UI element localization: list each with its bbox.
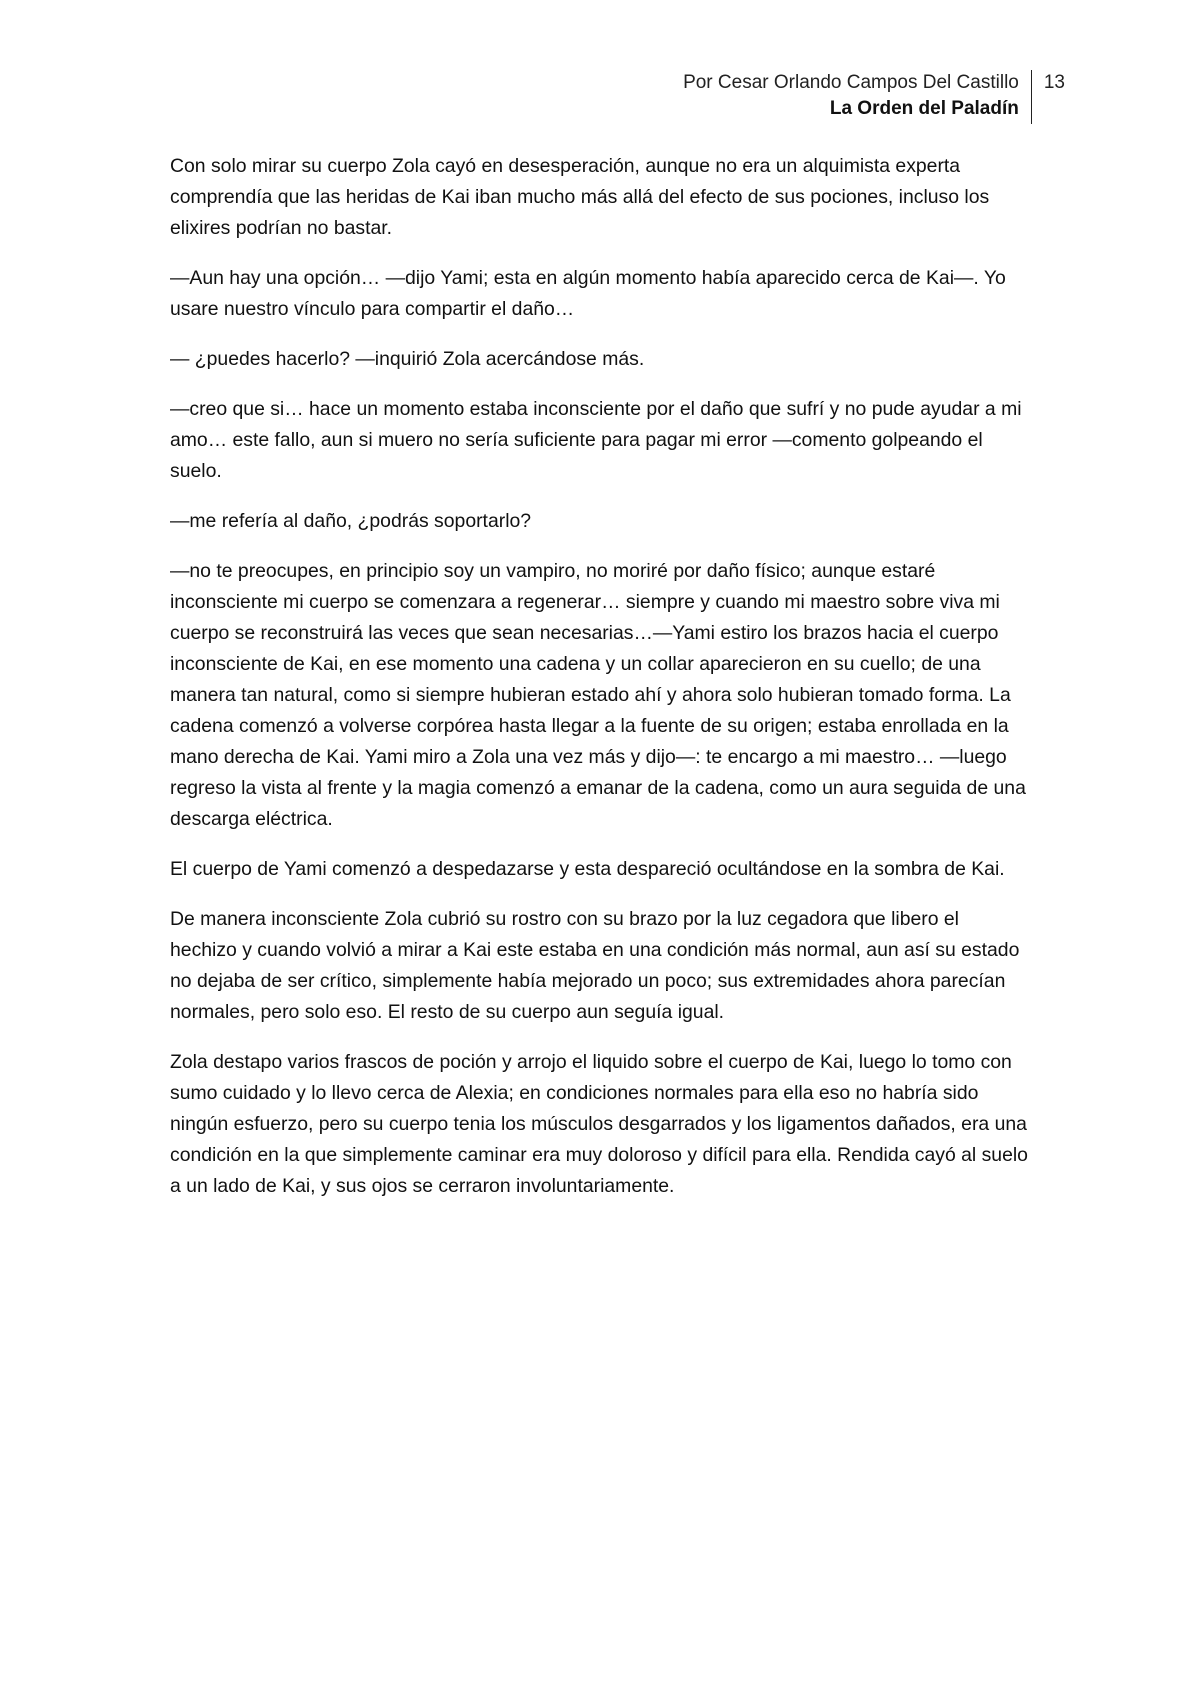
paragraph: —me refería al daño, ¿podrás soportarlo? <box>170 510 532 532</box>
paragraph: El cuerpo de Yami comenzó a despedazarse y esta despareció ocultándose en la sombra de Kai. <box>170 858 1005 880</box>
paragraph: Zola destapo varios frascos de poción y arrojo el liquido sobre el cuerpo de Kai, luego lo tomo con sumo cuidado y lo llevo cerca de Alexia; en condiciones normales para ella eso no habría sido ningún esfuerzo, pero su cuerpo tenia los músculos desgarrados y los ligamentos dañados, era una condición en la que simplemente caminar era muy doloroso y difícil para ella. Rendida cayó al suelo a un lado de Kai, y sus ojos se cerraron involuntariamente. <box>170 1051 1028 1197</box>
page-number: 13 <box>1043 72 1065 93</box>
page-header <box>683 70 1065 124</box>
header-author: Por Cesar Orlando Campos Del Castillo <box>683 72 1019 93</box>
paragraph: De manera inconsciente Zola cubrió su rostro con su brazo por la luz cegadora que libero el hechizo y cuando volvió a mirar a Kai este estaba en una condición más normal, aun así su estado no dejaba de ser crítico, simplemente había mejorado un poco; sus extremidades ahora parecían normales, pero solo eso. El resto de su cuerpo aun seguía igual. <box>170 908 1020 1023</box>
header-book-title: La Orden del Paladín <box>829 98 1019 119</box>
paragraph: Con solo mirar su cuerpo Zola cayó en desesperación, aunque no era un alquimista experta comprendía que las heridas de Kai iban mucho más allá del efecto de sus pociones, incluso los elixires podrían no bastar. <box>170 155 990 239</box>
document-body <box>170 151 1030 1221</box>
paragraph: —creo que si… hace un momento estaba inconsciente por el daño que sufrí y no pude ayudar a mi amo… este fallo, aun si muero no sería suficiente para pagar mi error —comento golpeando el suelo. <box>170 398 1022 482</box>
paragraph: —Aun hay una opción… —dijo Yami; esta en algún momento había aparecido cerca de Kai—. Yo usare nuestro vínculo para compartir el daño… <box>170 267 1006 320</box>
paragraph: —no te preocupes, en principio soy un vampiro, no moriré por daño físico; aunque estaré inconsciente mi cuerpo se comenzara a regenerar… siempre y cuando mi maestro sobre viva mi cuerpo se reconstruirá las veces que sean necesarias…—Yami estiro los brazos hacia el cuerpo inconsciente de Kai, en ese momento una cadena y un collar aparecieron en su cuello; de una manera tan natural, como si siempre hubieran estado ahí y ahora solo hubieran tomado forma. La cadena comenzó a volverse corpórea hasta llegar a la fuente de su origen; estaba enrollada en la mano derecha de Kai. Yami miro a Zola una vez más y dijo—: te encargo a mi maestro… —luego regreso la vista al frente y la magia comenzó a emanar de la cadena, como un aura seguida de una descarga eléctrica. <box>170 560 1026 830</box>
header-text-block <box>683 70 1032 124</box>
paragraph: — ¿puedes hacerlo? —inquirió Zola acercándose más. <box>170 348 645 370</box>
